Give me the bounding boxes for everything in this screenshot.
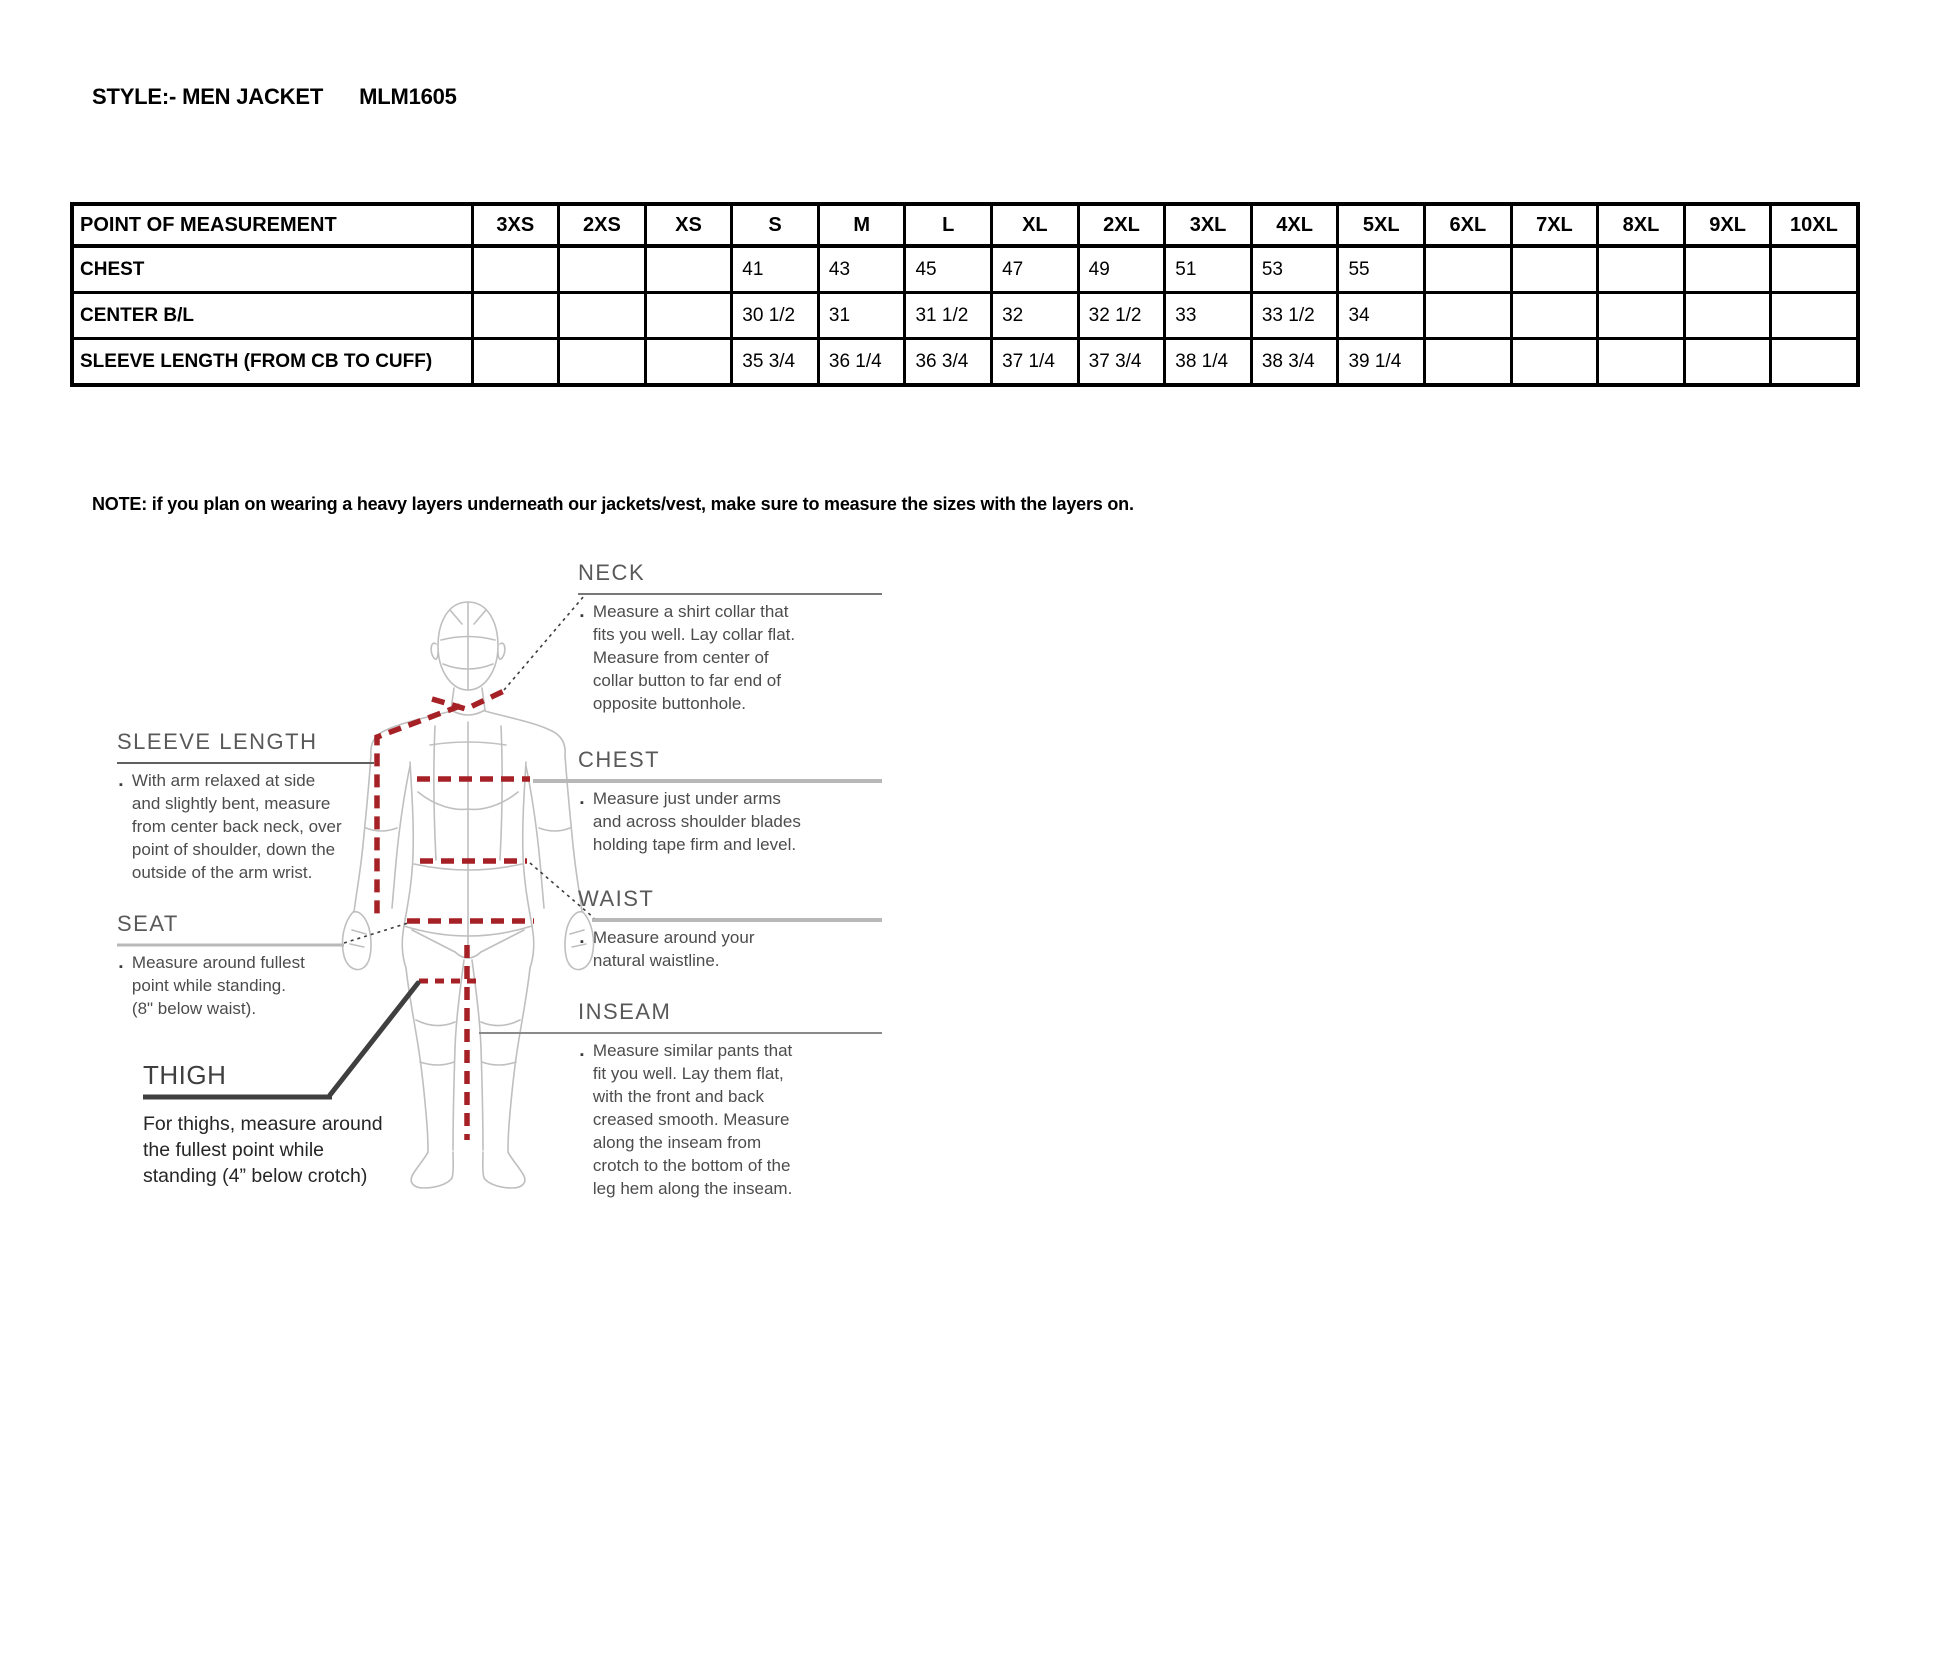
sleeve-section-title: SLEEVE LENGTH xyxy=(117,729,318,754)
bullet-square-icon: ▪ xyxy=(580,610,584,622)
size-value-cell: 37 1/4 xyxy=(992,339,1079,386)
size-value-cell: 30 1/2 xyxy=(732,293,819,339)
chest-section xyxy=(578,747,898,856)
point-of-measurement-header: POINT OF MEASUREMENT xyxy=(72,204,472,246)
neck-section xyxy=(578,560,888,715)
inseam-section xyxy=(578,999,898,1200)
inseam-section-text: ▪ Measure similar pants that fit you well. Lay them flat, with the front and back creased smooth. Measure along the inseam from crotch to the bottom of the leg hem along the inseam. xyxy=(580,1041,793,1198)
size-column-header: 6XL xyxy=(1425,204,1512,246)
thigh-section-title: THIGH xyxy=(143,1060,227,1090)
size-value-cell: 31 xyxy=(818,293,905,339)
size-value-cell: 34 xyxy=(1338,293,1425,339)
measurement-row-label: CHEST xyxy=(72,246,472,293)
seat-section-text: ▪ Measure around fullest point while standing. (8" below waist). xyxy=(119,953,305,1018)
size-value-cell: 41 xyxy=(732,246,819,293)
chest-section-title: CHEST xyxy=(578,747,661,772)
bullet-square-icon: ▪ xyxy=(580,797,584,809)
size-column-header: 2XS xyxy=(559,204,646,246)
waist-section-text: ▪ Measure around your natural waistline. xyxy=(580,928,755,970)
size-column-header: 7XL xyxy=(1511,204,1598,246)
size-value-cell: 38 3/4 xyxy=(1251,339,1338,386)
size-value-cell: 32 xyxy=(992,293,1079,339)
size-value-cell: 38 1/4 xyxy=(1165,339,1252,386)
waist-section xyxy=(578,886,888,972)
bullet-square-icon: ▪ xyxy=(580,1049,584,1061)
size-column-header: S xyxy=(732,204,819,246)
sleeve-section-text: ▪ With arm relaxed at side and slightly bent, measure from center back neck, over point of shoulder, down the outside of the arm wrist. xyxy=(119,771,342,882)
inseam-section-title: INSEAM xyxy=(578,999,672,1024)
size-value-cell: 37 3/4 xyxy=(1078,339,1165,386)
note-text: NOTE: if you plan on wearing a heavy layers underneath our jackets/vest, make sure to measure the sizes with the layers on. xyxy=(92,494,1134,514)
size-value-cell: 36 1/4 xyxy=(818,339,905,386)
size-column-header: 3XL xyxy=(1165,204,1252,246)
size-value-cell: 51 xyxy=(1165,246,1252,293)
size-column-header: 10XL xyxy=(1771,204,1858,246)
chest-section-text: ▪ Measure just under arms and across shoulder blades holding tape firm and level. xyxy=(580,789,801,854)
bullet-square-icon: ▪ xyxy=(119,779,123,791)
measurement-row-label: SLEEVE LENGTH (FROM CB TO CUFF) xyxy=(72,339,472,386)
size-column-header: 8XL xyxy=(1598,204,1685,246)
size-value-cell: 49 xyxy=(1078,246,1165,293)
size-column-header: 4XL xyxy=(1251,204,1338,246)
size-column-header: M xyxy=(818,204,905,246)
size-value-cell: 35 3/4 xyxy=(732,339,819,386)
bullet-square-icon: ▪ xyxy=(580,936,584,948)
size-value-cell: 33 xyxy=(1165,293,1252,339)
style-code: MLM1605 xyxy=(359,84,457,109)
waist-section-title: WAIST xyxy=(578,886,655,911)
bullet-square-icon: ▪ xyxy=(119,961,123,973)
measurement-row-label: CENTER B/L xyxy=(72,293,472,339)
size-column-header: 5XL xyxy=(1338,204,1425,246)
seat-section xyxy=(117,911,387,1020)
size-value-cell: 53 xyxy=(1251,246,1338,293)
neck-measure-line xyxy=(432,691,504,709)
size-column-header: XS xyxy=(645,204,732,246)
size-value-cell: 31 1/2 xyxy=(905,293,992,339)
seat-section-title: SEAT xyxy=(117,911,179,936)
size-column-header: XL xyxy=(992,204,1079,246)
size-column-header: 9XL xyxy=(1684,204,1771,246)
size-value-cell: 47 xyxy=(992,246,1079,293)
size-value-cell: 39 1/4 xyxy=(1338,339,1425,386)
size-column-header: L xyxy=(905,204,992,246)
style-label: STYLE:- MEN JACKET xyxy=(92,84,324,109)
size-value-cell: 33 1/2 xyxy=(1251,293,1338,339)
thigh-section xyxy=(143,1060,463,1189)
size-column-header: 2XL xyxy=(1078,204,1165,246)
neck-section-text: ▪ Measure a shirt collar that fits you well. Lay collar flat. Measure from center of collar button to far end of opposite buttonhole. xyxy=(580,602,796,713)
size-value-cell: 45 xyxy=(905,246,992,293)
size-column-header: 3XS xyxy=(472,204,559,246)
neck-section-title: NECK xyxy=(578,560,646,585)
size-value-cell: 36 3/4 xyxy=(905,339,992,386)
size-value-cell: 55 xyxy=(1338,246,1425,293)
neck-leader xyxy=(504,596,584,690)
sleeve-length-section xyxy=(117,729,407,884)
thigh-section-text: For thighs, measure around the fullest point while standing (4” below crotch) xyxy=(143,1113,383,1187)
size-value-cell: 43 xyxy=(818,246,905,293)
size-value-cell: 32 1/2 xyxy=(1078,293,1165,339)
